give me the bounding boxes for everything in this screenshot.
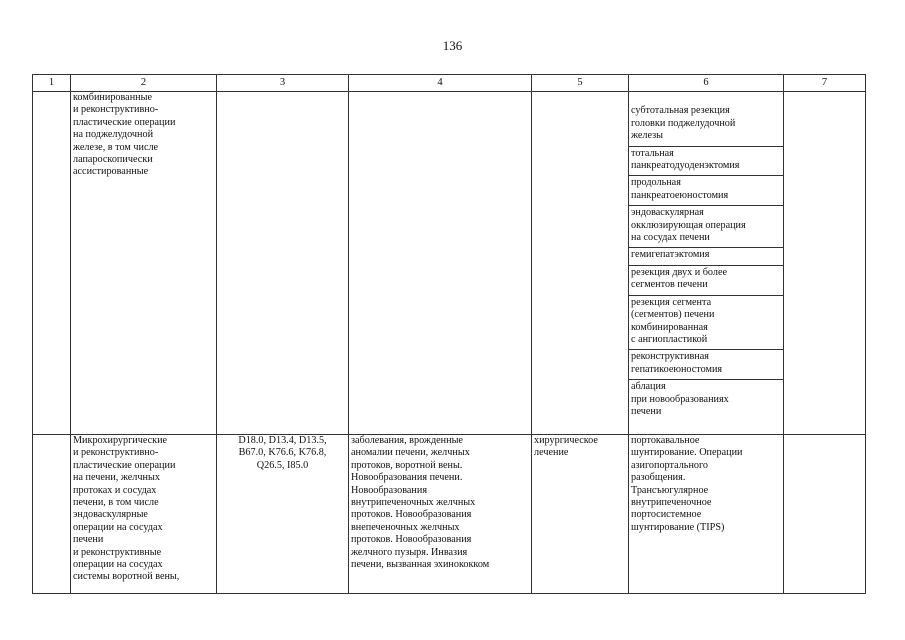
list-item bbox=[629, 295, 783, 350]
list-item bbox=[629, 176, 783, 206]
header-cell-6: 6 bbox=[629, 75, 784, 92]
page-number: 136 bbox=[442, 38, 463, 53]
row1-operation-group: комбинированные и реконструктивно- пластические операции на поджелудочной железе, в том числе лапароскопически ассистированные bbox=[71, 92, 217, 435]
list-item bbox=[629, 146, 783, 176]
method-item: эндоваскулярная окклюзирующая операция на сосудах печени bbox=[629, 206, 783, 248]
list-item bbox=[629, 104, 783, 146]
list-item bbox=[629, 248, 783, 265]
header-cell-3: 3 bbox=[217, 75, 349, 92]
header-cell-4: 4 bbox=[349, 75, 532, 92]
table-row bbox=[33, 435, 866, 594]
method-item: аблация при новообразованиях печени bbox=[631, 381, 729, 417]
row2-operation-group: Микрохирургические и реконструктивно- пластические операции на печени, желчных протоках и сосудах печени, в том числе эндоваскулярные операции на сосудах печени и реконструктивные операции на сосудах системы воротной вены, bbox=[71, 435, 217, 594]
header-cell-2: 2 bbox=[71, 75, 217, 92]
row2-col7 bbox=[784, 435, 866, 594]
table-row bbox=[33, 92, 866, 435]
row1-col1 bbox=[33, 92, 71, 435]
row1-col7 bbox=[784, 92, 866, 435]
row2-treatment: хирургическое лечение bbox=[532, 435, 629, 594]
method-item: реконструктивная гепатикоеюностомия bbox=[629, 350, 783, 380]
header-cell-1: 1 bbox=[33, 75, 71, 92]
list-item bbox=[629, 265, 783, 295]
row2-diagnosis: заболевания, врожденные аномалии печени, желчных протоков, воротной вены. Новообразования печени. Новообразования внутрипеченочных желчных протоков. Новообразования внепеченочных желчных протоков. Новообразования желчного пузыря. Инвазия печени, вызванная эхинококком bbox=[349, 435, 532, 594]
methods-list bbox=[629, 104, 783, 421]
list-item bbox=[629, 350, 783, 380]
table-header-row bbox=[33, 75, 866, 92]
list-item bbox=[629, 206, 783, 248]
row1-methods bbox=[629, 92, 784, 435]
method-item: субтотальная резекция головки поджелудочной железы bbox=[629, 104, 783, 146]
header-cell-7: 7 bbox=[784, 75, 866, 92]
method-item: резекция двух и более сегментов печени bbox=[629, 265, 783, 295]
row1-treatment bbox=[532, 92, 629, 435]
header-cell-5: 5 bbox=[532, 75, 629, 92]
row1-diagnosis bbox=[349, 92, 532, 435]
row2-col1 bbox=[33, 435, 71, 594]
method-item: продольная панкреатоеюностомия bbox=[629, 176, 783, 206]
document-table bbox=[32, 74, 866, 594]
row2-methods: портокавальное шунтирование. Операции азигопортального разобщения. Трансъюгулярное внутрипеченочное портосистемное шунтирование (TIPS) bbox=[629, 435, 784, 594]
row2-codes: D18.0, D13.4, D13.5, B67.0, K76.6, K76.8, Q26.5, I85.0 bbox=[217, 435, 349, 594]
method-item: гемигепатэктомия bbox=[629, 248, 783, 265]
list-item bbox=[629, 380, 783, 422]
row1-codes bbox=[217, 92, 349, 435]
method-item: резекция сегмента (сегментов) печени комбинированная с ангиопластикой bbox=[629, 295, 783, 350]
method-item: тотальная панкреатодуоденэктомия bbox=[629, 146, 783, 176]
